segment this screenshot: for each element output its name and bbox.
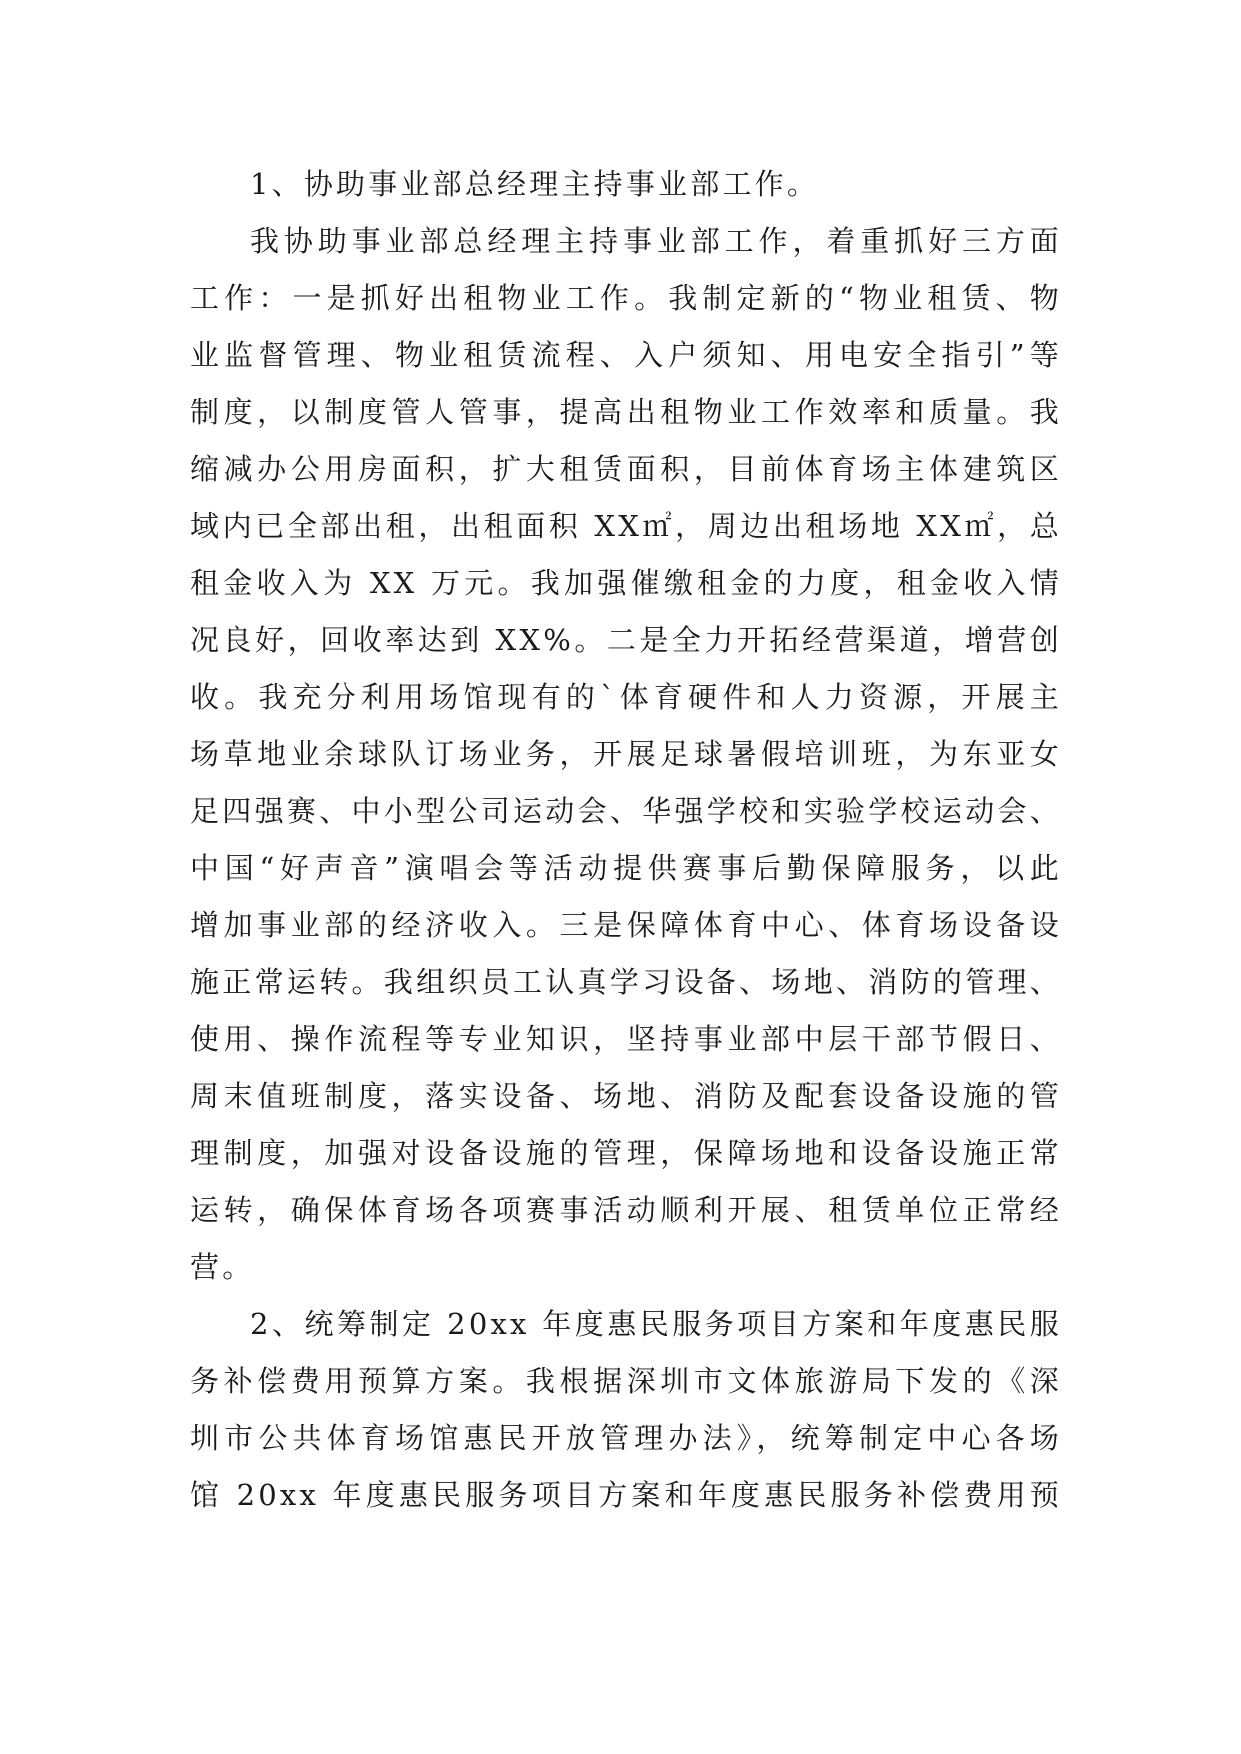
text-line: 收。我充分利用场馆现有的`体育硬件和人力资源，开展主 xyxy=(190,680,1062,714)
text-line: 圳市公共体育场馆惠民开放管理办法》，统筹制定中心各场 xyxy=(190,1421,1062,1455)
text-line: 运转，确保体育场各项赛事活动顺利开展、租赁单位正常经 xyxy=(190,1193,1062,1227)
text-line: 租金收入为 XX 万元。我加强催缴租金的力度，租金收入情 xyxy=(190,566,1062,600)
text-line: 业监督管理、物业租赁流程、入户须知、用电安全指引”等 xyxy=(190,338,1062,372)
text-line: 我协助事业部总经理主持事业部工作，着重抓好三方面 xyxy=(250,224,1062,258)
paragraph-1 xyxy=(190,156,1062,213)
text-line: 务补偿费用预算方案。我根据深圳市文体旅游局下发的《深 xyxy=(190,1364,1062,1398)
text-line: 施正常运转。我组织员工认真学习设备、场地、消防的管理、 xyxy=(190,965,1062,999)
text-line: 馆 20xx 年度惠民服务项目方案和年度惠民服务补偿费用预 xyxy=(190,1478,1062,1512)
text-line: 缩减办公用房面积，扩大租赁面积，目前体育场主体建筑区 xyxy=(190,452,1062,486)
text-line: 2、统筹制定 20xx 年度惠民服务项目方案和年度惠民服 xyxy=(250,1307,1062,1341)
paragraph-3 xyxy=(190,1296,1062,1524)
text-line: 况良好，回收率达到 XX%。二是全力开拓经营渠道，增营创 xyxy=(190,623,1062,657)
text-line: 增加事业部的经济收入。三是保障体育中心、体育场设备设 xyxy=(190,908,1062,942)
text-line: 足四强赛、中小型公司运动会、华强学校和实验学校运动会、 xyxy=(190,794,1062,828)
text-line: 工作：一是抓好出租物业工作。我制定新的“物业租赁、物 xyxy=(190,281,1062,315)
text-line: 使用、操作流程等专业知识，坚持事业部中层干部节假日、 xyxy=(190,1022,1062,1056)
document-body xyxy=(190,156,1062,1524)
text-line: 场草地业余球队订场业务，开展足球暑假培训班，为东亚女 xyxy=(190,737,1062,771)
text-line: 制度，以制度管人管事，提高出租物业工作效率和质量。我 xyxy=(190,395,1062,429)
text-line: 周末值班制度，落实设备、场地、消防及配套设备设施的管 xyxy=(190,1079,1062,1113)
text-line: 中国“好声音”演唱会等活动提供赛事后勤保障服务，以此 xyxy=(190,851,1062,885)
text-line: 域内已全部出租，出租面积 XX㎡，周边出租场地 XX㎡，总 xyxy=(190,509,1062,543)
text-line: 1、协助事业部总经理主持事业部工作。 xyxy=(250,167,820,201)
text-line: 营。 xyxy=(190,1250,255,1284)
paragraph-2 xyxy=(190,213,1062,1296)
text-line: 理制度，加强对设备设施的管理，保障场地和设备设施正常 xyxy=(190,1136,1062,1170)
